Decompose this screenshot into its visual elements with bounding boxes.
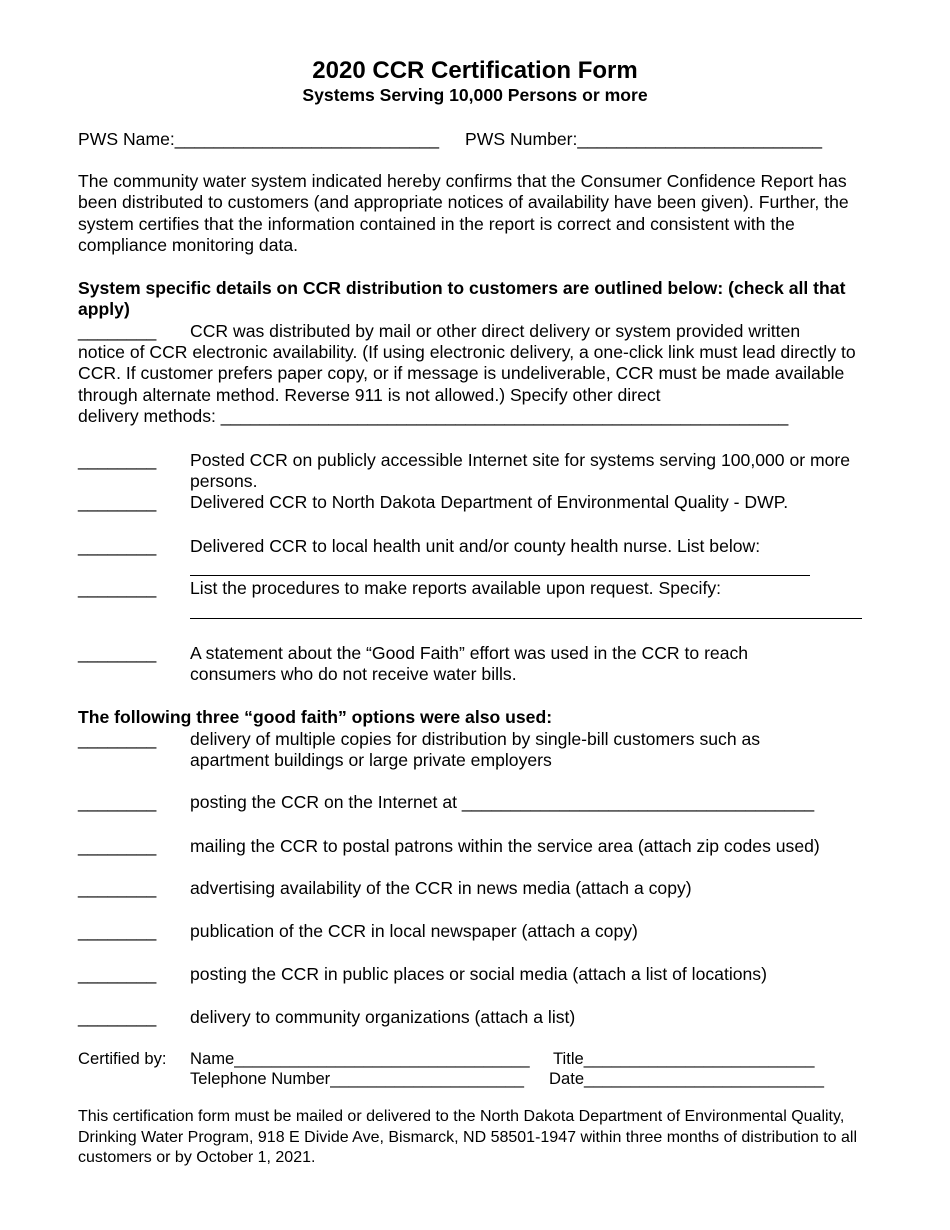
- checkbox-blank-news-media[interactable]: ________: [78, 878, 157, 898]
- certifier-name-field[interactable]: Name________________________________: [190, 1049, 530, 1068]
- good-faith-news-media: advertising availability of the CCR in news media (attach a copy): [190, 878, 692, 898]
- checkbox-blank-newspaper[interactable]: ________: [78, 921, 157, 941]
- intro-paragraph: The community water system indicated hereby confirms that the Consumer Confidence Report has been distributed to customers (and appropriate notices of availability have been given). Further, the system certifies that the information contained in the report is correct and consistent with the compliance monitoring data.: [78, 171, 849, 256]
- page-subtitle: Systems Serving 10,000 Persons or more: [302, 85, 648, 105]
- item-internet-site: Posted CCR on publicly accessible Internet site for systems serving 100,000 or more persons.: [190, 450, 851, 492]
- good-faith-public-places: posting the CCR in public places or social media (attach a list of locations): [190, 964, 767, 984]
- pws-number-field[interactable]: PWS Number:_________________________: [465, 129, 823, 149]
- telephone-number-field[interactable]: Telephone Number_____________________: [190, 1069, 525, 1088]
- checkbox-blank-good-faith-statement[interactable]: ________: [78, 643, 157, 663]
- page-title: 2020 CCR Certification Form: [312, 57, 638, 84]
- procedures-specify-line[interactable]: [190, 618, 862, 619]
- item-good-faith-statement: A statement about the “Good Faith” effort was used in the CCR to reach consumers who do not receive water bills.: [190, 643, 749, 685]
- good-faith-internet-posting: posting the CCR on the Internet at ____________________________________: [190, 792, 815, 812]
- checkbox-blank-ndeq[interactable]: ________: [78, 492, 157, 512]
- item-mail-delivery-text: notice of CCR electronic availability. (If using electronic delivery, a one-click link must lead directly to CCR. If customer prefers paper copy, or if message is undeliverable, CCR must be made available through alternate method. Reverse 911 is not allowed.) Specify other direct: [78, 342, 856, 405]
- checkbox-blank-mail-delivery[interactable]: ________: [78, 321, 157, 341]
- item-procedures: List the procedures to make reports available upon request. Specify:: [190, 578, 722, 598]
- good-faith-postal-patrons: mailing the CCR to postal patrons within the service area (attach zip codes used): [190, 836, 820, 856]
- item-mail-delivery-line1: CCR was distributed by mail or other direct delivery or system provided written: [190, 321, 801, 341]
- checkbox-blank-internet-site[interactable]: ________: [78, 450, 157, 470]
- footer-instructions: This certification form must be mailed or delivered to the North Dakota Department of Environmental Quality, Drinking Water Program, 918 E Divide Ave, Bismarck, ND 58501-1947 within three months of distribution to all customers or by October 1, 2021.: [78, 1108, 858, 1166]
- certified-by-label: Certified by:: [78, 1049, 167, 1068]
- item-ndeq-delivery: Delivered CCR to North Dakota Department of Environmental Quality - DWP.: [190, 492, 789, 512]
- good-faith-heading: The following three “good faith” options were also used:: [78, 707, 553, 727]
- checkbox-blank-community-orgs[interactable]: ________: [78, 1007, 157, 1027]
- checkbox-blank-multiple-copies[interactable]: ________: [78, 729, 157, 749]
- checkbox-blank-internet-posting[interactable]: ________: [78, 792, 157, 812]
- item-health-unit: Delivered CCR to local health unit and/or county health nurse. List below:: [190, 536, 761, 556]
- health-unit-list-line[interactable]: [190, 575, 810, 576]
- checkbox-blank-health-unit[interactable]: ________: [78, 536, 157, 556]
- good-faith-multiple-copies: delivery of multiple copies for distribution by single-bill customers such as apartment buildings or large private employers: [190, 729, 761, 771]
- details-heading: System specific details on CCR distribution to customers are outlined below: (check all that apply): [78, 278, 846, 320]
- checkbox-blank-procedures[interactable]: ________: [78, 578, 157, 598]
- checkbox-blank-public-places[interactable]: ________: [78, 964, 157, 984]
- good-faith-community-orgs: delivery to community organizations (attach a list): [190, 1007, 576, 1027]
- other-delivery-methods-field[interactable]: delivery methods: __________________________________________________________: [78, 406, 789, 426]
- checkbox-blank-postal-patrons[interactable]: ________: [78, 836, 157, 856]
- certifier-title-field[interactable]: Title_________________________: [553, 1049, 815, 1068]
- pws-name-field[interactable]: PWS Name:___________________________: [78, 129, 439, 149]
- date-field[interactable]: Date__________________________: [549, 1069, 824, 1088]
- good-faith-newspaper: publication of the CCR in local newspaper (attach a copy): [190, 921, 638, 941]
